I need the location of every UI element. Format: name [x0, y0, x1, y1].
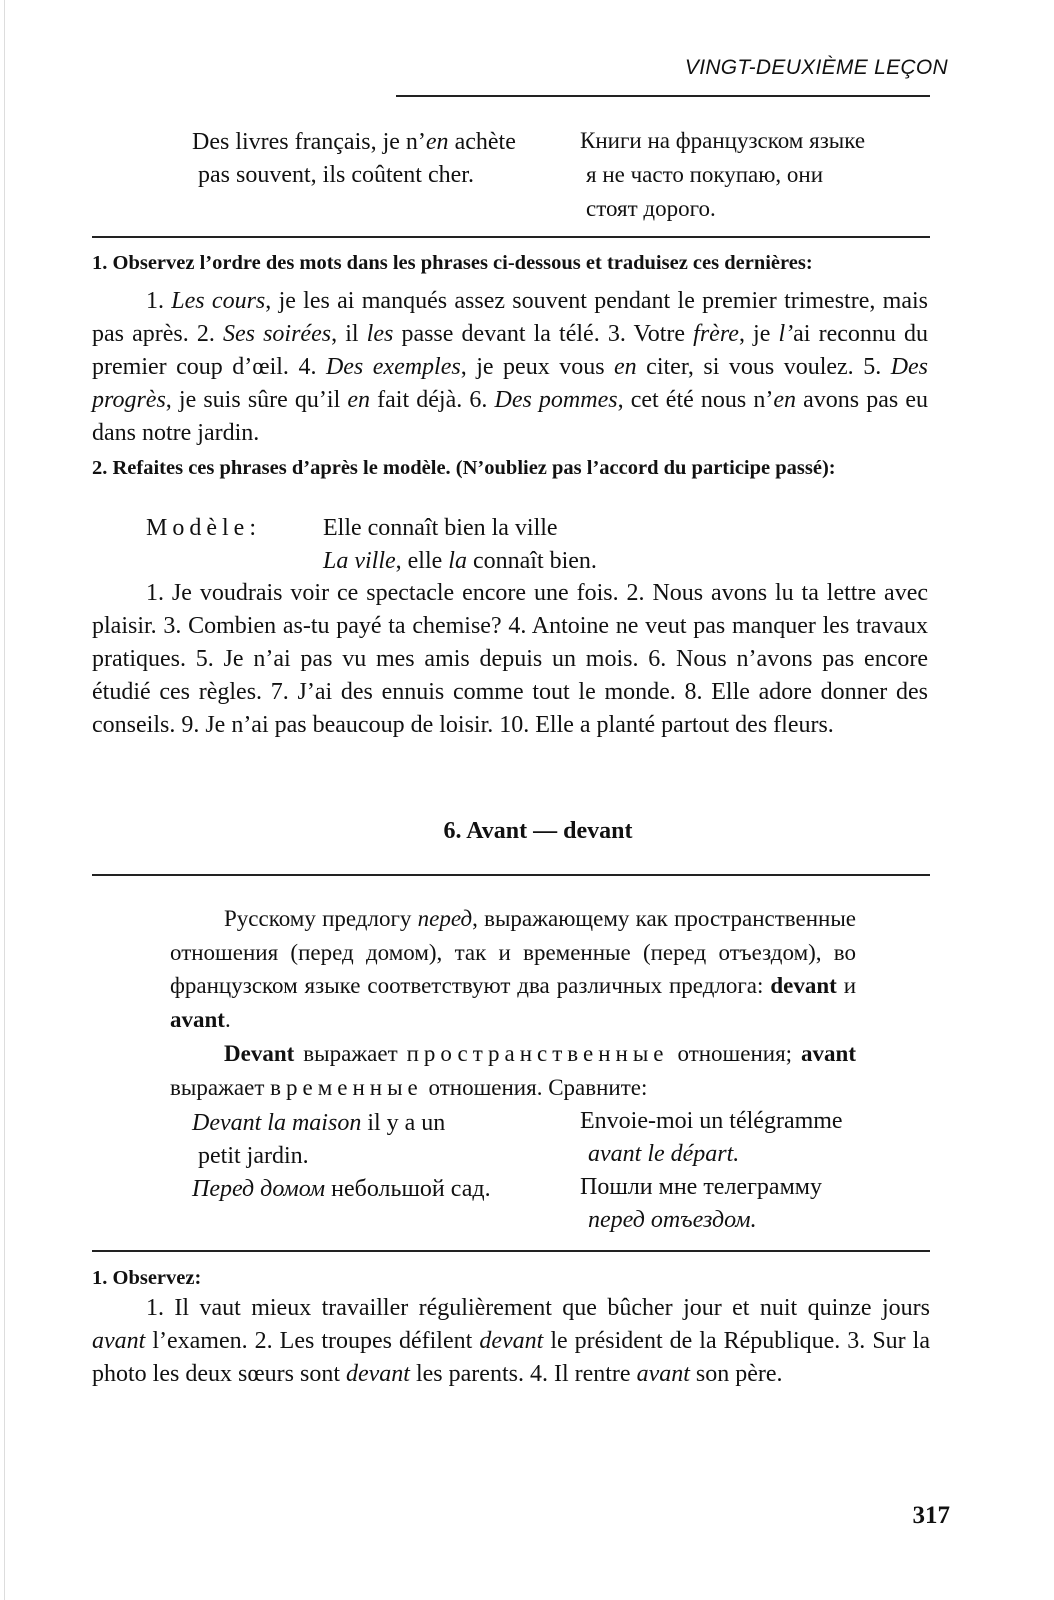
section-rule [92, 874, 930, 876]
section-rule [92, 236, 930, 238]
running-head: VINGT-DEUXIÈME LEÇON [684, 56, 948, 79]
page-edge-shadow [4, 0, 5, 1600]
exercise-2-sentences: 1. Je voudrais voir ce spectacle encore une fois. 2. Nous avons lu ta lettre avec plaisir. 3. Combien as-tu payé ta chemise? 4. Antoine ne veut pas manquer les travaux pratiques. 5. Je n’ai pas vu mes amis depuis un mois. 6. Nous n’avons pas encore étudié ces règles. 7. J’ai des ennuis comme tout le monde. 8. Elle adore donner des conseils. 9. Je n’ai pas beaucoup de loisir. 10. Elle a planté partout des fleurs. [92, 580, 928, 738]
exercise-2-heading: 2. Refaites ces phrases d’après le modèle. (N’oubliez pas l’accord du participe passé): [92, 457, 836, 479]
comparison-left-column: Devant la maison il y a un petit jardin. Перед домом небольшой сад. [192, 1110, 491, 1202]
model-label: Modèle: [146, 515, 261, 541]
section-rule [92, 1250, 930, 1252]
rule-explanation-paragraph-2: Devant выражает пространственные отношения; avant выражает временные отношения. Сравните: [170, 1041, 856, 1100]
exercise-3-heading: 1. Observez: [92, 1267, 202, 1289]
exercise-1-sentences: 1. Les cours, je les ai manqués assez souvent pendant le premier trimestre, mais pas après. 2. Ses soirées, il les passe devant la télé. 3. Votre frère, je l’ai reconnu du premier coup d’œil. 4. Des exemples, je peux vous en citer, si vous voulez. 5. Des progrès, je suis sûre qu’il en fait déjà. 6. Des pommes, cet été nous n’en avons pas eu dans notre jardin. [92, 288, 929, 446]
model-example: Elle connaît bien la ville La ville, elle la connaît bien. [323, 515, 597, 574]
page-number: 317 [912, 1502, 950, 1529]
comparison-right-column: Envoie-moi un télégramme avant le départ. Пошли мне телеграмму перед отъездом. [580, 1108, 843, 1233]
exercise-1-heading: 1. Observez l’ordre des mots dans les phrases ci-dessous et traduisez ces dernières: [92, 252, 813, 274]
top-example-french: Des livres français, je n’en achète pas souvent, ils coûtent cher. [192, 129, 516, 188]
header-rule [396, 95, 930, 97]
rule-explanation-paragraph-1: Русскому предлогу перед, выражающему как пространственные отношения (перед домом), так и временные (перед отъездом), во французском языке соответствуют два различных предлога: devant и avant. [170, 906, 856, 1032]
exercise-3-sentences: 1. Il vaut mieux travailler régulièrement que bûcher jour et nuit quinze jours avant l’examen. 2. Les troupes défilent devant le président de la République. 3. Sur la photo les deux sœurs sont devant les parents. 4. Il rentre avant son père. [92, 1295, 930, 1387]
top-example-russian: Книги на французском языке я не часто покупаю, они стоят дорого. [580, 128, 866, 221]
section-title: 6. Avant — devant [443, 818, 633, 844]
